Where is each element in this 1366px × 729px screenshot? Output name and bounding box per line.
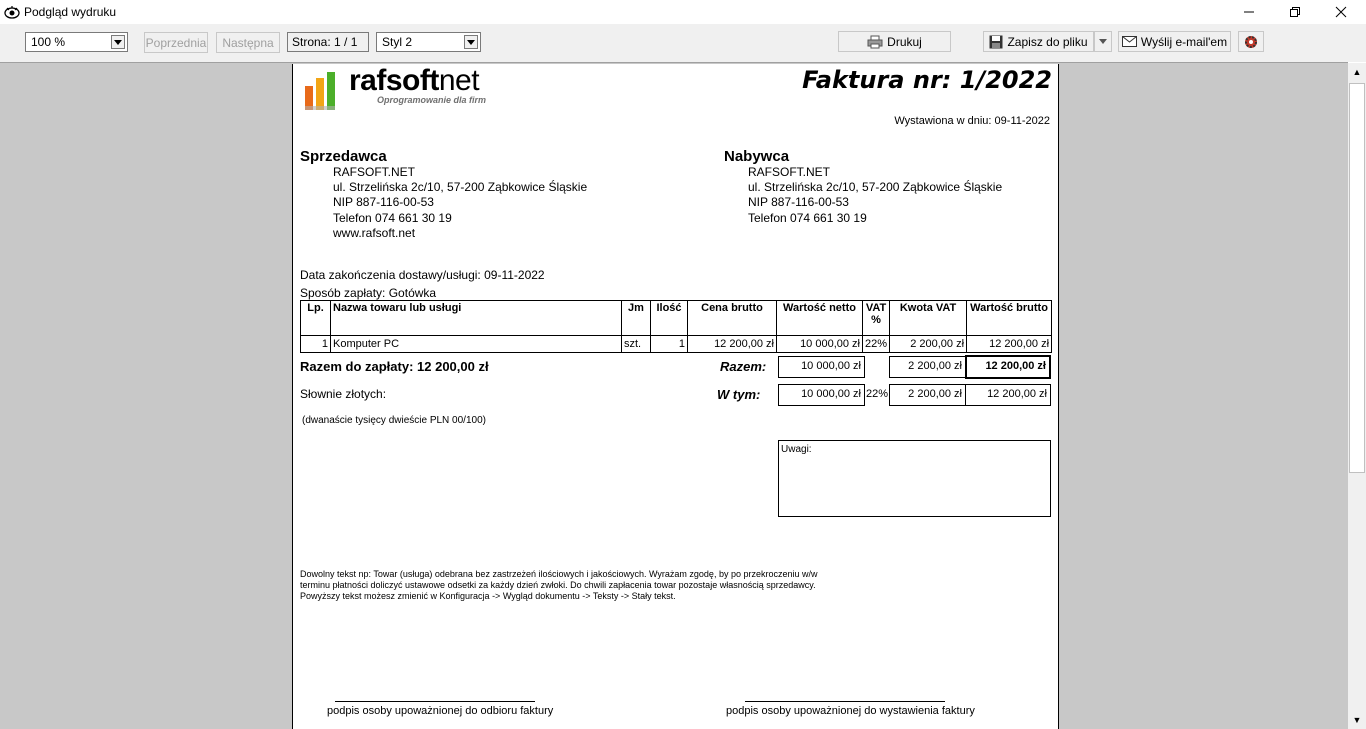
table-cell: 1: [301, 336, 331, 353]
restore-button[interactable]: [1272, 0, 1318, 24]
previous-page-button[interactable]: [144, 32, 208, 53]
table-cell: 12 200,00 zł: [688, 336, 777, 353]
seller-heading: Sprzedawca: [300, 148, 387, 165]
buyer-heading: Nabywca: [724, 148, 790, 165]
table-row: [301, 336, 1052, 353]
notes-box: [778, 440, 1051, 517]
print-label: Drukuj: [887, 34, 922, 49]
save-options-dropdown[interactable]: [1094, 31, 1112, 52]
style-select[interactable]: [376, 32, 481, 52]
signature-line-issue: [745, 701, 945, 702]
issue-date: Wystawiona w dniu: 09-11-2022: [894, 115, 1050, 127]
settings-button[interactable]: [1238, 31, 1264, 52]
words-label: Słownie złotych:: [300, 387, 387, 401]
minimize-button[interactable]: [1226, 0, 1272, 24]
seller-line: Telefon 074 661 30 19: [333, 211, 452, 225]
buyer-line: RAFSOFT.NET: [748, 165, 831, 179]
previous-page-label: Poprzednia: [145, 35, 207, 50]
amount-in-words: (dwanaście tysięcy dwieście PLN 00/100): [302, 415, 486, 426]
style-value: Styl 2: [382, 35, 413, 49]
column-header: Ilość: [651, 301, 688, 336]
payment-method: Sposób zapłaty: Gotówka: [300, 286, 437, 300]
invoice-page: [292, 64, 1059, 729]
razem-brutto: 12 200,00 zł: [965, 355, 1051, 379]
buyer-line: NIP 887-116-00-53: [748, 195, 849, 209]
table-cell: 10 000,00 zł: [777, 336, 863, 353]
w-tym-vat: 2 200,00 zł: [889, 384, 966, 406]
table-cell: 2 200,00 zł: [890, 336, 967, 353]
print-button[interactable]: [838, 31, 951, 52]
chevron-down-icon: [111, 35, 125, 49]
scroll-thumb[interactable]: [1349, 83, 1365, 473]
footer-text: terminu płatności doliczyć ustawowe odsetki za każdy dzień zwłoki. Do chwili zapłacenia towar pozostaje własnością sprzedawcy.: [300, 580, 816, 590]
table-cell: 1: [651, 336, 688, 353]
envelope-icon: [1122, 36, 1137, 47]
next-page-button[interactable]: [216, 32, 280, 53]
logo-net-text: net: [438, 64, 480, 97]
zoom-value: 100 %: [31, 35, 66, 49]
scroll-up-icon[interactable]: ▲: [1352, 67, 1362, 77]
table-cell: Komputer PC: [331, 336, 622, 353]
razem-vat: 2 200,00 zł: [889, 356, 966, 378]
gear-icon: [1243, 34, 1259, 50]
w-tym-label: W tym:: [717, 387, 761, 402]
floppy-disk-icon: [989, 35, 1003, 49]
w-tym-rate: 22%: [866, 388, 889, 400]
close-icon: [1335, 6, 1347, 18]
title-bar: [0, 0, 1366, 24]
items-table: [300, 300, 1052, 353]
send-email-label: Wyślij e-mail'em: [1140, 34, 1228, 49]
column-header: Cena brutto: [688, 301, 777, 336]
column-header: Wartość netto: [777, 301, 863, 336]
close-button[interactable]: [1318, 0, 1364, 24]
save-to-file-button[interactable]: [983, 31, 1094, 52]
send-email-button[interactable]: [1118, 31, 1231, 52]
signature-label-receive: podpis osoby upoważnionej do odbioru faktury: [327, 705, 554, 717]
notes-label: Uwagi:: [781, 444, 812, 455]
logo-subtitle: Oprogramowanie dla firm: [377, 95, 487, 105]
table-cell: szt.: [622, 336, 651, 353]
w-tym-netto: 10 000,00 zł: [778, 384, 865, 406]
eye-icon: [4, 4, 20, 20]
total-due: Razem do zapłaty: 12 200,00 zł: [300, 359, 489, 374]
w-tym-brutto: 12 200,00 zł: [965, 384, 1051, 406]
restore-icon: [1289, 6, 1301, 18]
column-header: VAT %: [863, 301, 890, 336]
footer-text: Powyższy tekst możesz zmienić w Konfiguracja -> Wygląd dokumentu -> Teksty -> Stały tekst.: [300, 591, 676, 601]
column-header: Nazwa towaru lub usługi: [331, 301, 622, 336]
seller-line: ul. Strzelińska 2c/10, 57-200 Ząbkowice Śląskie: [333, 180, 588, 194]
signature-line-receive: [335, 701, 535, 702]
window-title: Podgląd wydruku: [24, 5, 117, 19]
company-logo: [349, 64, 479, 98]
delivery-date: Data zakończenia dostawy/usługi: 09-11-2022: [300, 268, 545, 282]
save-to-file-label: Zapisz do pliku: [1007, 34, 1088, 49]
table-cell: 12 200,00 zł: [967, 336, 1052, 353]
footer-text: Dowolny tekst np: Towar (usługa) odebrana bez zastrzeżeń ilościowych i jakościowych. Wyrażam zgodę, by po przekroczeniu w/w: [300, 569, 818, 579]
vertical-scrollbar[interactable]: [1348, 63, 1366, 729]
minimize-icon: [1243, 6, 1255, 18]
invoice-title: Faktura nr: 1/2022: [802, 66, 1052, 94]
buyer-line: ul. Strzelińska 2c/10, 57-200 Ząbkowice Śląskie: [748, 180, 1003, 194]
page-indicator: Strona: 1 / 1: [287, 32, 369, 52]
table-header-row: [301, 301, 1052, 336]
logo-bars-icon: [303, 70, 343, 110]
table-cell: 22%: [863, 336, 890, 353]
scroll-down-icon[interactable]: ▼: [1352, 715, 1362, 725]
next-page-label: Następna: [222, 35, 274, 50]
razem-label: Razem:: [720, 359, 767, 374]
logo-main-text: rafsoft: [349, 64, 439, 97]
seller-line: www.rafsoft.net: [333, 226, 416, 240]
printer-icon: [867, 35, 883, 49]
chevron-down-icon: [1099, 39, 1107, 44]
buyer-line: Telefon 074 661 30 19: [748, 211, 867, 225]
signature-label-issue: podpis osoby upoważnionej do wystawienia faktury: [726, 705, 975, 717]
razem-netto: 10 000,00 zł: [778, 356, 865, 378]
column-header: Jm: [622, 301, 651, 336]
chevron-down-icon: [464, 35, 478, 49]
column-header: Wartość brutto: [967, 301, 1052, 336]
column-header: Kwota VAT: [890, 301, 967, 336]
seller-line: RAFSOFT.NET: [333, 165, 416, 179]
seller-line: NIP 887-116-00-53: [333, 195, 434, 209]
zoom-select[interactable]: [25, 32, 128, 52]
column-header: Lp.: [301, 301, 331, 336]
